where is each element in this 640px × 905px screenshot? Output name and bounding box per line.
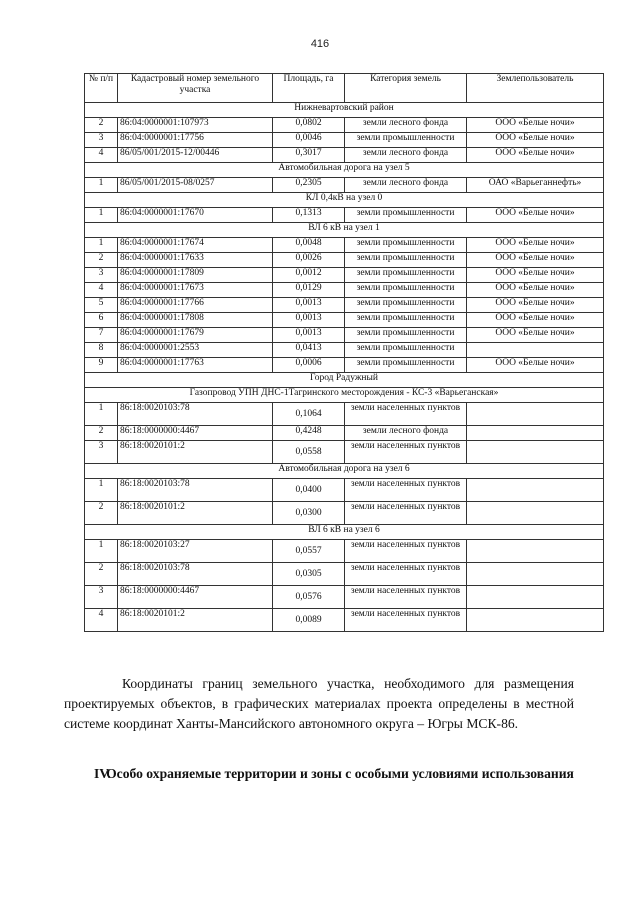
row-number-cell: 1: [85, 540, 118, 563]
table-row: [85, 298, 604, 313]
row-number-cell: 1: [85, 403, 118, 426]
section-title-cell: Город Радужный: [85, 373, 604, 388]
land-category-cell: земли промышленности: [345, 133, 467, 148]
section-row: [85, 163, 604, 178]
table-row: [85, 253, 604, 268]
table-header-row: [85, 74, 604, 103]
land-category-cell: земли населенных пунктов: [345, 586, 467, 609]
row-number-cell: 2: [85, 253, 118, 268]
land-user-cell: ООО «Белые ночи»: [467, 268, 604, 283]
section-heading: [94, 765, 580, 782]
table-row: [85, 268, 604, 283]
header-land-category: Категория земель: [345, 74, 467, 103]
land-user-cell: [467, 479, 604, 502]
land-user-cell: ООО «Белые ночи»: [467, 313, 604, 328]
cadastral-number-cell: 86:04:0000001:17633: [118, 253, 273, 268]
land-category-cell: земли промышленности: [345, 208, 467, 223]
area-cell: 0,0012: [273, 268, 345, 283]
land-category-cell: земли промышленности: [345, 283, 467, 298]
section-title-cell: Автомобильная дорога на узел 6: [85, 464, 604, 479]
land-user-cell: ООО «Белые ночи»: [467, 328, 604, 343]
land-category-cell: земли промышленности: [345, 268, 467, 283]
area-cell: 0,0305: [273, 563, 345, 586]
header-cadastral-number: Кадастровый номер земельного участка: [118, 74, 273, 103]
table-row: [85, 343, 604, 358]
cadastral-number-cell: 86:04:0000001:17809: [118, 268, 273, 283]
coordinates-text: Координаты границ земельного участка, необходимого для размещения проектируемых объектов, в графических материалах проекта определены в местной системе координат Ханты-Мансийского автономного округа – Югры МСК-86.: [64, 676, 574, 731]
row-number-cell: 1: [85, 178, 118, 193]
area-cell: 0,0013: [273, 328, 345, 343]
land-user-cell: [467, 609, 604, 632]
land-plots-table: [84, 73, 604, 632]
area-cell: 0,0557: [273, 540, 345, 563]
land-user-cell: ООО «Белые ночи»: [467, 208, 604, 223]
row-number-cell: 5: [85, 298, 118, 313]
table-row: [85, 563, 604, 586]
area-cell: 0,0576: [273, 586, 345, 609]
row-number-cell: 4: [85, 609, 118, 632]
section-title-cell: Нижневартовский район: [85, 103, 604, 118]
land-category-cell: земли населенных пунктов: [345, 403, 467, 426]
table-row: [85, 426, 604, 441]
row-number-cell: 2: [85, 426, 118, 441]
row-number-cell: 7: [85, 328, 118, 343]
area-cell: 0,1064: [273, 403, 345, 426]
land-category-cell: земли населенных пунктов: [345, 540, 467, 563]
land-user-cell: [467, 441, 604, 464]
table-row: [85, 441, 604, 464]
row-number-cell: 3: [85, 586, 118, 609]
row-number-cell: 1: [85, 238, 118, 253]
land-user-cell: [467, 586, 604, 609]
cadastral-number-cell: 86:04:0000001:2553: [118, 343, 273, 358]
land-user-cell: [467, 540, 604, 563]
area-cell: 0,0026: [273, 253, 345, 268]
header-number: № п/п: [85, 74, 118, 103]
section-title: Особо охраняемые территории и зоны с особыми условиями использования: [106, 766, 574, 781]
section-row: [85, 464, 604, 479]
section-row: [85, 223, 604, 238]
row-number-cell: 2: [85, 502, 118, 525]
table-row: [85, 609, 604, 632]
cadastral-number-cell: 86:18:0020101:2: [118, 609, 273, 632]
section-title-cell: ВЛ 6 кВ на узел 6: [85, 525, 604, 540]
cadastral-number-cell: 86:04:0000001:17679: [118, 328, 273, 343]
table-row: [85, 403, 604, 426]
area-cell: 0,0300: [273, 502, 345, 525]
row-number-cell: 3: [85, 133, 118, 148]
cadastral-number-cell: 86:04:0000001:17766: [118, 298, 273, 313]
cadastral-number-cell: 86:04:0000001:17670: [118, 208, 273, 223]
row-number-cell: 8: [85, 343, 118, 358]
area-cell: 0,0802: [273, 118, 345, 133]
table-row: [85, 313, 604, 328]
coordinates-paragraph: [64, 674, 574, 734]
table-body: [85, 103, 604, 632]
land-user-cell: [467, 343, 604, 358]
land-user-cell: ООО «Белые ночи»: [467, 238, 604, 253]
land-user-cell: ООО «Белые ночи»: [467, 253, 604, 268]
table-row: [85, 328, 604, 343]
cadastral-number-cell: 86:04:0000001:17674: [118, 238, 273, 253]
table-row: [85, 208, 604, 223]
land-category-cell: земли промышленности: [345, 328, 467, 343]
cadastral-number-cell: 86:18:0020101:2: [118, 502, 273, 525]
row-number-cell: 9: [85, 358, 118, 373]
land-category-cell: земли лесного фонда: [345, 178, 467, 193]
table-row: [85, 238, 604, 253]
land-category-cell: земли населенных пунктов: [345, 502, 467, 525]
land-category-cell: земли лесного фонда: [345, 148, 467, 163]
area-cell: 0,4248: [273, 426, 345, 441]
header-area: Площадь, га: [273, 74, 345, 103]
table-row: [85, 502, 604, 525]
row-number-cell: 3: [85, 441, 118, 464]
page-number: 416: [310, 38, 330, 50]
land-category-cell: земли лесного фонда: [345, 118, 467, 133]
land-user-cell: [467, 426, 604, 441]
cadastral-number-cell: 86:04:0000001:17673: [118, 283, 273, 298]
area-cell: 0,2305: [273, 178, 345, 193]
row-number-cell: 4: [85, 283, 118, 298]
section-row: [85, 103, 604, 118]
table-row: [85, 148, 604, 163]
land-category-cell: земли промышленности: [345, 298, 467, 313]
table-row: [85, 479, 604, 502]
area-cell: 0,0558: [273, 441, 345, 464]
land-user-cell: ОАО «Варьеганнефть»: [467, 178, 604, 193]
land-category-cell: земли населенных пунктов: [345, 609, 467, 632]
table-row: [85, 586, 604, 609]
cadastral-number-cell: 86:18:0020103:78: [118, 563, 273, 586]
land-user-cell: ООО «Белые ночи»: [467, 283, 604, 298]
section-row: [85, 525, 604, 540]
row-number-cell: 2: [85, 563, 118, 586]
land-user-cell: ООО «Белые ночи»: [467, 148, 604, 163]
table-row: [85, 540, 604, 563]
area-cell: 0,0089: [273, 609, 345, 632]
land-user-cell: ООО «Белые ночи»: [467, 358, 604, 373]
area-cell: 0,0046: [273, 133, 345, 148]
land-user-cell: [467, 563, 604, 586]
land-user-cell: [467, 403, 604, 426]
land-user-cell: [467, 502, 604, 525]
section-number: IV.: [94, 766, 111, 781]
cadastral-number-cell: 86:18:0000000:4467: [118, 586, 273, 609]
cadastral-number-cell: 86:18:0020101:2: [118, 441, 273, 464]
section-title-cell: ВЛ 6 кВ на узел 1: [85, 223, 604, 238]
area-cell: 0,3017: [273, 148, 345, 163]
section-row: [85, 193, 604, 208]
section-row: [85, 388, 604, 403]
area-cell: 0,0013: [273, 313, 345, 328]
table-row: [85, 133, 604, 148]
land-category-cell: земли промышленности: [345, 358, 467, 373]
area-cell: 0,0400: [273, 479, 345, 502]
cadastral-number-cell: 86:18:0000000:4467: [118, 426, 273, 441]
land-category-cell: земли населенных пунктов: [345, 441, 467, 464]
section-title-cell: КЛ 0,4кВ на узел 0: [85, 193, 604, 208]
section-title-cell: Газопровод УПН ДНС-1Тагринского месторождения - КС-3 «Варьеганская»: [85, 388, 604, 403]
row-number-cell: 6: [85, 313, 118, 328]
cadastral-number-cell: 86:04:0000001:107973: [118, 118, 273, 133]
area-cell: 0,0048: [273, 238, 345, 253]
land-category-cell: земли промышленности: [345, 313, 467, 328]
cadastral-number-cell: 86:18:0020103:78: [118, 479, 273, 502]
table-row: [85, 358, 604, 373]
area-cell: 0,0129: [273, 283, 345, 298]
land-category-cell: земли населенных пунктов: [345, 479, 467, 502]
row-number-cell: 4: [85, 148, 118, 163]
cadastral-number-cell: 86/05/001/2015-12/00446: [118, 148, 273, 163]
table-row: [85, 283, 604, 298]
land-category-cell: земли промышленности: [345, 253, 467, 268]
land-user-cell: ООО «Белые ночи»: [467, 133, 604, 148]
land-category-cell: земли промышленности: [345, 238, 467, 253]
area-cell: 0,0013: [273, 298, 345, 313]
table-row: [85, 118, 604, 133]
section-row: [85, 373, 604, 388]
row-number-cell: 2: [85, 118, 118, 133]
cadastral-number-cell: 86:04:0000001:17756: [118, 133, 273, 148]
land-user-cell: ООО «Белые ночи»: [467, 298, 604, 313]
cadastral-number-cell: 86:18:0020103:78: [118, 403, 273, 426]
cadastral-number-cell: 86/05/001/2015-08/0257: [118, 178, 273, 193]
cadastral-number-cell: 86:18:0020103:27: [118, 540, 273, 563]
land-user-cell: ООО «Белые ночи»: [467, 118, 604, 133]
area-cell: 0,0413: [273, 343, 345, 358]
cadastral-number-cell: 86:04:0000001:17763: [118, 358, 273, 373]
header-land-user: Землепользователь: [467, 74, 604, 103]
land-category-cell: земли лесного фонда: [345, 426, 467, 441]
land-category-cell: земли промышленности: [345, 343, 467, 358]
row-number-cell: 3: [85, 268, 118, 283]
row-number-cell: 1: [85, 479, 118, 502]
area-cell: 0,1313: [273, 208, 345, 223]
section-title-cell: Автомобильная дорога на узел 5: [85, 163, 604, 178]
land-category-cell: земли населенных пунктов: [345, 563, 467, 586]
cadastral-number-cell: 86:04:0000001:17808: [118, 313, 273, 328]
table-row: [85, 178, 604, 193]
area-cell: 0,0006: [273, 358, 345, 373]
row-number-cell: 1: [85, 208, 118, 223]
